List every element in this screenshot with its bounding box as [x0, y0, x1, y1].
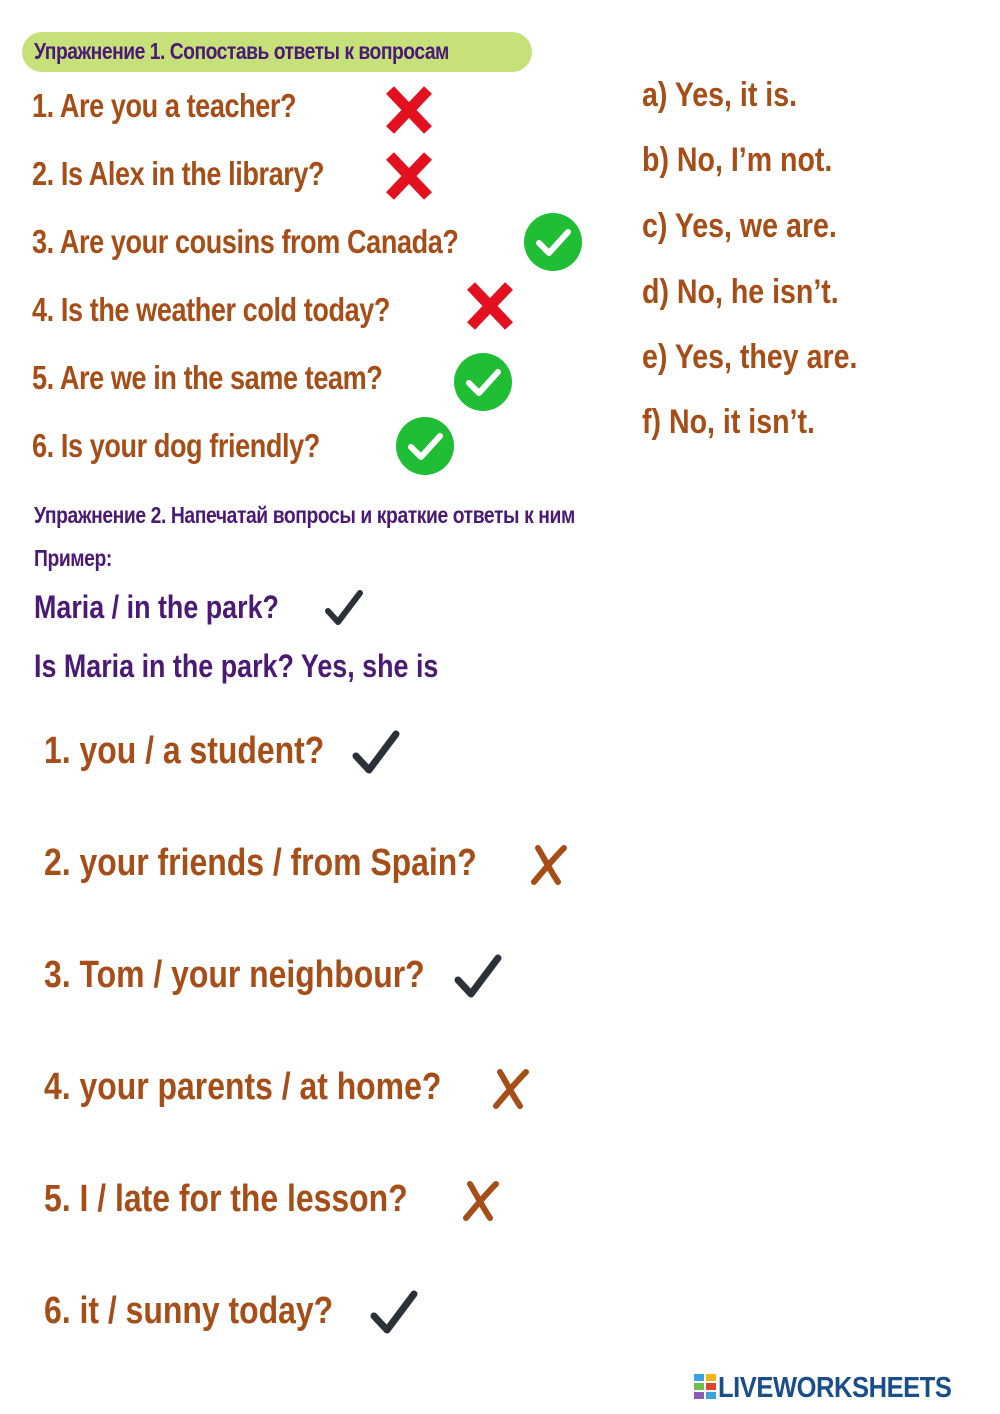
question-6: 6. Is your dog friendly?: [32, 427, 320, 464]
checkmark-icon: [350, 726, 402, 778]
answer-c: c) Yes, we are.: [642, 207, 837, 245]
answer-e: e) Yes, they are.: [642, 338, 858, 376]
exercise2-item-1: 1. you / a student?: [44, 730, 325, 772]
question-3: 3. Are your cousins from Canada?: [32, 223, 459, 260]
cross-icon: [462, 280, 518, 332]
x-mark-icon: [530, 844, 570, 886]
check-circle-icon: [396, 417, 454, 475]
exercise2-title: Упражнение 2. Напечатай вопросы и краткие ответы к ним: [34, 502, 575, 528]
exercise2-item-2: 2. your friends / from Spain?: [44, 842, 477, 884]
question-5: 5. Are we in the same team?: [32, 359, 383, 396]
question-1: 1. Are you a teacher?: [32, 87, 297, 124]
exercise1-title: Упражнение 1. Сопоставь ответы к вопросам: [34, 38, 449, 64]
example-label: Пример:: [34, 545, 112, 571]
exercise2-item-5: 5. I / late for the lesson?: [44, 1178, 408, 1220]
checkmark-icon: [452, 950, 504, 1002]
cross-icon: [382, 84, 436, 136]
exercise2-item-4: 4. your parents / at home?: [44, 1066, 442, 1108]
answer-b: b) No, I’m not.: [642, 141, 833, 179]
example-answer: Is Maria in the park? Yes, she is: [34, 648, 439, 684]
checkmark-icon: [368, 1286, 420, 1338]
cross-icon: [382, 150, 436, 202]
liveworksheets-brand: LIVEWORKSHEETS: [718, 1372, 952, 1404]
exercise2-item-6: 6. it / sunny today?: [44, 1290, 334, 1332]
answer-d: d) No, he isn’t.: [642, 273, 839, 311]
check-circle-icon: [524, 213, 582, 271]
question-2: 2. Is Alex in the library?: [32, 155, 325, 192]
x-mark-icon: [462, 1180, 502, 1222]
answer-a: a) Yes, it is.: [642, 76, 798, 114]
x-mark-icon: [492, 1068, 532, 1110]
check-circle-icon: [454, 353, 512, 411]
example-prompt: Maria / in the park?: [34, 589, 279, 625]
liveworksheets-logo-icon: [694, 1374, 716, 1400]
exercise2-item-3: 3. Tom / your neighbour?: [44, 954, 425, 996]
answer-f: f) No, it isn’t.: [642, 403, 815, 441]
question-4: 4. Is the weather cold today?: [32, 291, 391, 328]
checkmark-icon: [322, 586, 366, 630]
